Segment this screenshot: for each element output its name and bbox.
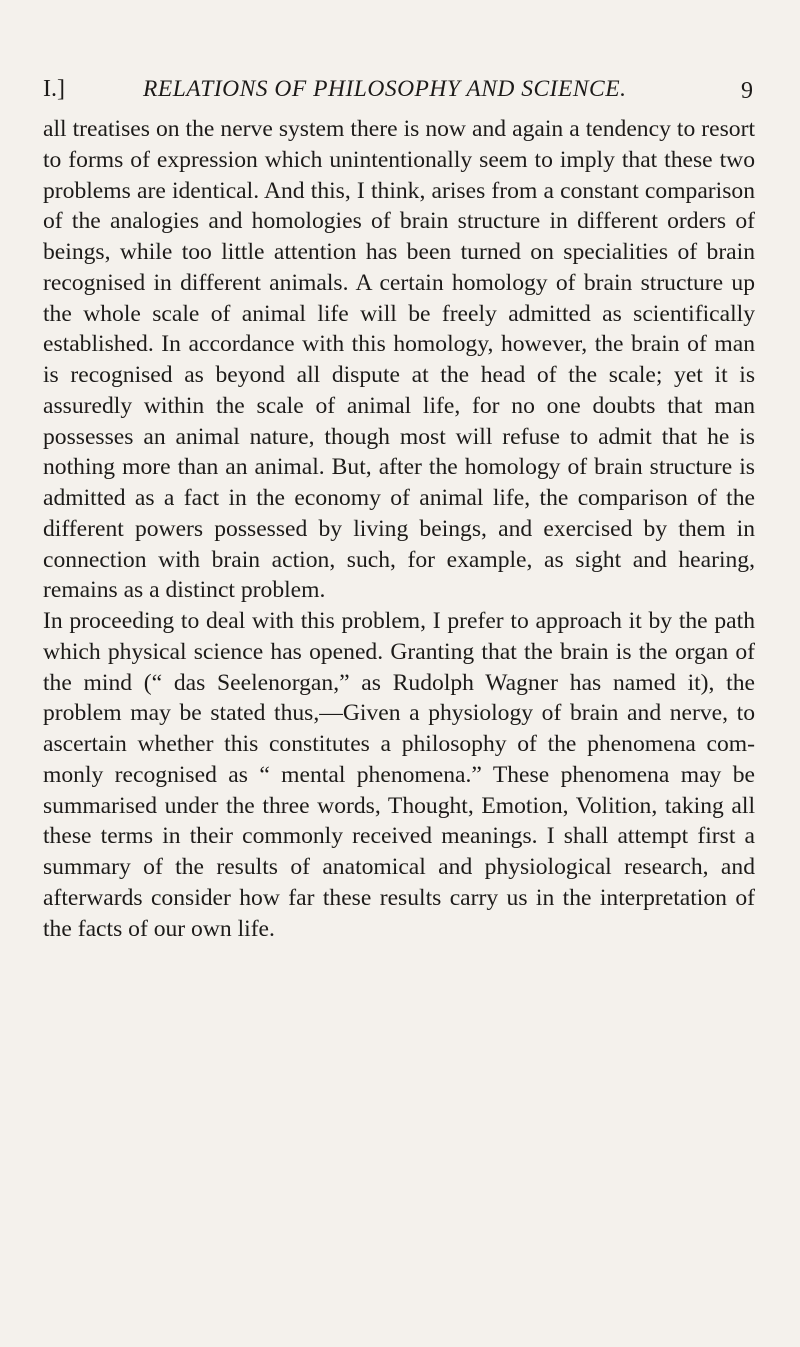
- paragraph-2: In proceeding to deal with this problem, I prefer to approach it by the path which physical science has opened. Granting that the brain is the organ of the mind (“ das Seelenorgan,” as Rudolph Wagner has named it), the problem may be stated thus,—Given a physiology of brain and nerve, to ascertain whether this constitutes a philosophy of the phenomena commonly recognised as “ mental phenomena.” These phenomena may be summarised under the three words, Thought, Emotion, Volition, taking all these terms in their commonly received meanings. I shall attempt first a summary of the results of anatomical and physiological research, and afterwards consider how far these results carry us in the interpretation of the facts of our own life.: [43, 608, 755, 942]
- chapter-number: I.]: [43, 76, 65, 102]
- body-text: [43, 114, 755, 944]
- page-number: 9: [741, 78, 753, 104]
- paragraph-1: all treatises on the nerve system there is now and again a tendency to resort to forms of expression which unintentionally seem to imply that these two problems are identical. And this, I think, arises from a constant comparison of the analogies and homologies of brain structure in different orders of beings, while too little attention has been turned on specialities of brain recognised in different animals. A certain homology of brain structure up the whole scale of animal life will be freely admitted as scientifically established. In accordance with this homology, however, the brain of man is recognised as beyond all dispute at the head of the scale; yet it is assuredly within the scale of animal life, for no one doubts that man possesses an animal nature, though most will refuse to admit that he is nothing more than an animal. But, after the homology of brain structure is admitted as a fact in the economy of animal life, the comparison of the different powers possessed by living beings, and exercised by them in connection with brain action, such, for example, as sight and hearing, remains as a distinct problem.: [43, 116, 755, 604]
- running-header: [43, 76, 755, 110]
- running-title: RELATIONS OF PHILOSOPHY AND SCIENCE.: [143, 76, 627, 102]
